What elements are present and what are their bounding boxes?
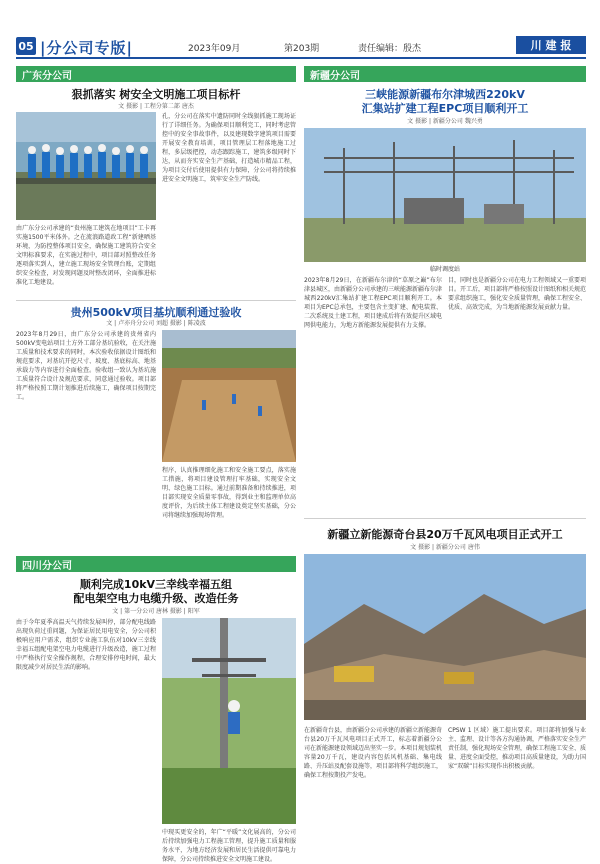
masthead-rule <box>16 57 586 59</box>
xinjiang-headline-line2: 汇集站扩建工程EPC项目顺利开工 <box>361 102 529 115</box>
section-divider <box>16 300 296 301</box>
guangdong-body-right: 孔，分公司在落实中遗防同时全线狠抓施工现场证行了详细任务。为确保项目顺利完工，同时考虑管控中的安全事故事件，以及建现数字建筑项目需要开展安全教育培训，项目管理层工程落地施工过程，多层级把控，动态跟踪施工，建筑多级同时下达，从而夯实安全生产基础，打造城市精品工程，为项目交付后使用提供有力保障，分公司将持续推进安全文明施工，筑牢安全生产防线。 <box>162 113 296 183</box>
windfarm-headline: 新疆立新能源奇台县20万千瓦风电项目正式开工 <box>327 528 563 541</box>
xinjiang-byline: 文 摄影 | 新疆分公司 魏兴勇 <box>407 118 483 125</box>
xinjiang-body-left: 2023年8月29日，在新疆布尔津的“草原之巅”布尔津县城区，由新疆分公司承建的三峡能源新疆布尔津城西220kV汇集站扩建工程EPC项目顺利开工。本项目为EPC总承包，主要包含主变扩建、配电装置、二次系统及土建工程，项目建成后将有效提升区域电网供电能力，为地方新能源发展提供有力支撑。 <box>304 277 443 329</box>
xinjiang-banner: 新疆分公司 <box>304 66 586 82</box>
guizhou-headline: 贵州500kV项目基坑顺利通过验收 <box>70 306 242 319</box>
guizhou-body-right: 程序，认真推理细化施工和安全施工要点，落实施工措施，将项目建设管理打牢基础，实现安全文明、绿色施工目标。通过前期准备和持续推进，项目部实现安全质量零事故，得到业主和监理单位高度评价，为后续主体工程建设奠定坚实基础，分公司将继续加强现场管理。 <box>162 467 296 519</box>
guangdong-photo <box>16 112 156 220</box>
windfarm-photo <box>304 554 586 720</box>
xinjiang-headline-line1: 三峡能源新疆布尔津城西220kV <box>365 88 525 101</box>
sichuan-headline-line2: 配电架空电力电缆升级、改造任务 <box>73 592 239 605</box>
guizhou-photo <box>162 330 296 462</box>
guangdong-byline: 文 摄影 | 工程分第二部 唐杰 <box>118 103 194 110</box>
guangdong-headline: 狠抓落实 树安全文明施工项目标杆 <box>71 88 241 101</box>
editor-credit: 责任编辑：殷杰 <box>358 44 422 54</box>
newspaper-logo: 川 建 报 <box>516 36 586 54</box>
xinjiang-photo-caption: 临时调度站 <box>429 266 460 273</box>
sichuan-photo <box>162 618 296 824</box>
windfarm-body-left: 在新疆奇台县，由新疆分公司承建的新疆立新能源奇台县20万千瓦风电项目正式开工，标志着新疆分公司在新能源建设领域迈出坚实一步。本项目规划装机容量20万千瓦，建设内容包括风机基础、集电线路、升压站及配套设施等，项目部将科学组织施工，确保工程按期投产发电。 <box>304 727 443 779</box>
xinjiang-photo <box>304 128 586 262</box>
sichuan-body-left: 由于今年夏季高温天气持续发展叫停，部分配电线路出现负荷过重问题，为保证居民用电安全，分公司积极响应用户需求，组织专业施工队伍对10kV三幸线幸福五组配电架空电力电缆进行升级改造，施工过程中严格执行安全操作规程，合理安排停电时间，最大限度减少对居民生活的影响。 <box>16 619 156 671</box>
windfarm-byline: 文 摄影 | 新疆分公司 唐伟 <box>410 544 480 551</box>
sichuan-headline-line1: 顺利完成10kV三幸线幸福五组 <box>79 578 233 591</box>
guangdong-banner: 广东分公司 <box>16 66 296 82</box>
issue-date: 2023年09月 <box>188 44 241 54</box>
section-title: |分公司专版| <box>40 39 133 57</box>
windfarm-body-right: CPSW 1 区域）施工提出要求。项目部将加强与业主、监理、设计等各方沟通协调，严格落实安全生产责任制，强化现场安全管理，确保工程施工安全、质量、进度全面受控，推动项目高质量建设，为助力国家“双碳”目标实现作出积极贡献。 <box>448 727 587 770</box>
section-divider-right <box>304 518 586 519</box>
xinjiang-body-right: 目，同时也是新疆分公司在电力工程领域又一重要项目。开工后，项目部将严格按照设计图纸和相关规范要求组织施工，强化安全质量管理，确保工程安全、优质、高效完成，为当地新能源发展贡献力量。 <box>448 277 587 311</box>
guizhou-body-left: 2023年8月29日，由广东分公司承建的贵州省内500kV变电站项目土方外工部分基坑验收，在关注施工质量和技术要求的同时，本次验收依据设计图纸和规范要求，对基坑开挖尺寸、坡度、基底标高、地基承载力等内容进行全面检查。验收组一致认为基坑施工质量符合设计及规范要求，同意通过验收。项目部将严格按照工期计划推进后续施工，确保项目按期完工。 <box>16 331 156 401</box>
guangdong-body-left: 由广东分公司承建的“贵州施工建筑在地项目”工卡再实施1500平米体外。之在流浪路道政工程“新建晒基环境，为防控整体项目安全，确保施工建筑符合安全文明标准要求，在实施过程中，项目部对照整改任务逐项落实到人，建立施工现场安全管理台账，定期组织安全检查，对发现问题及时整改闭环，全面推进标准化工地建设。 <box>16 225 156 286</box>
guizhou-byline: 文 | 卢亦舟分公司 刘超 摄影 | 陈凌波 <box>106 320 206 327</box>
sichuan-banner: 四川分公司 <box>16 556 296 572</box>
sichuan-body-right: 中现买更安全的，年广“平暖”文化展高的，分公司后持续加强电力工程施工管理，提升施工质量和服务水平，为地方经济发展和居民生活提供可靠电力保障，分公司持续推进安全文明施工建设。 <box>162 829 296 863</box>
sichuan-byline: 文 | 第一分公司 唐林 摄影 | 阳军 <box>112 608 200 615</box>
issue-number: 第203期 <box>284 44 320 54</box>
page-number: 05 <box>16 37 36 55</box>
